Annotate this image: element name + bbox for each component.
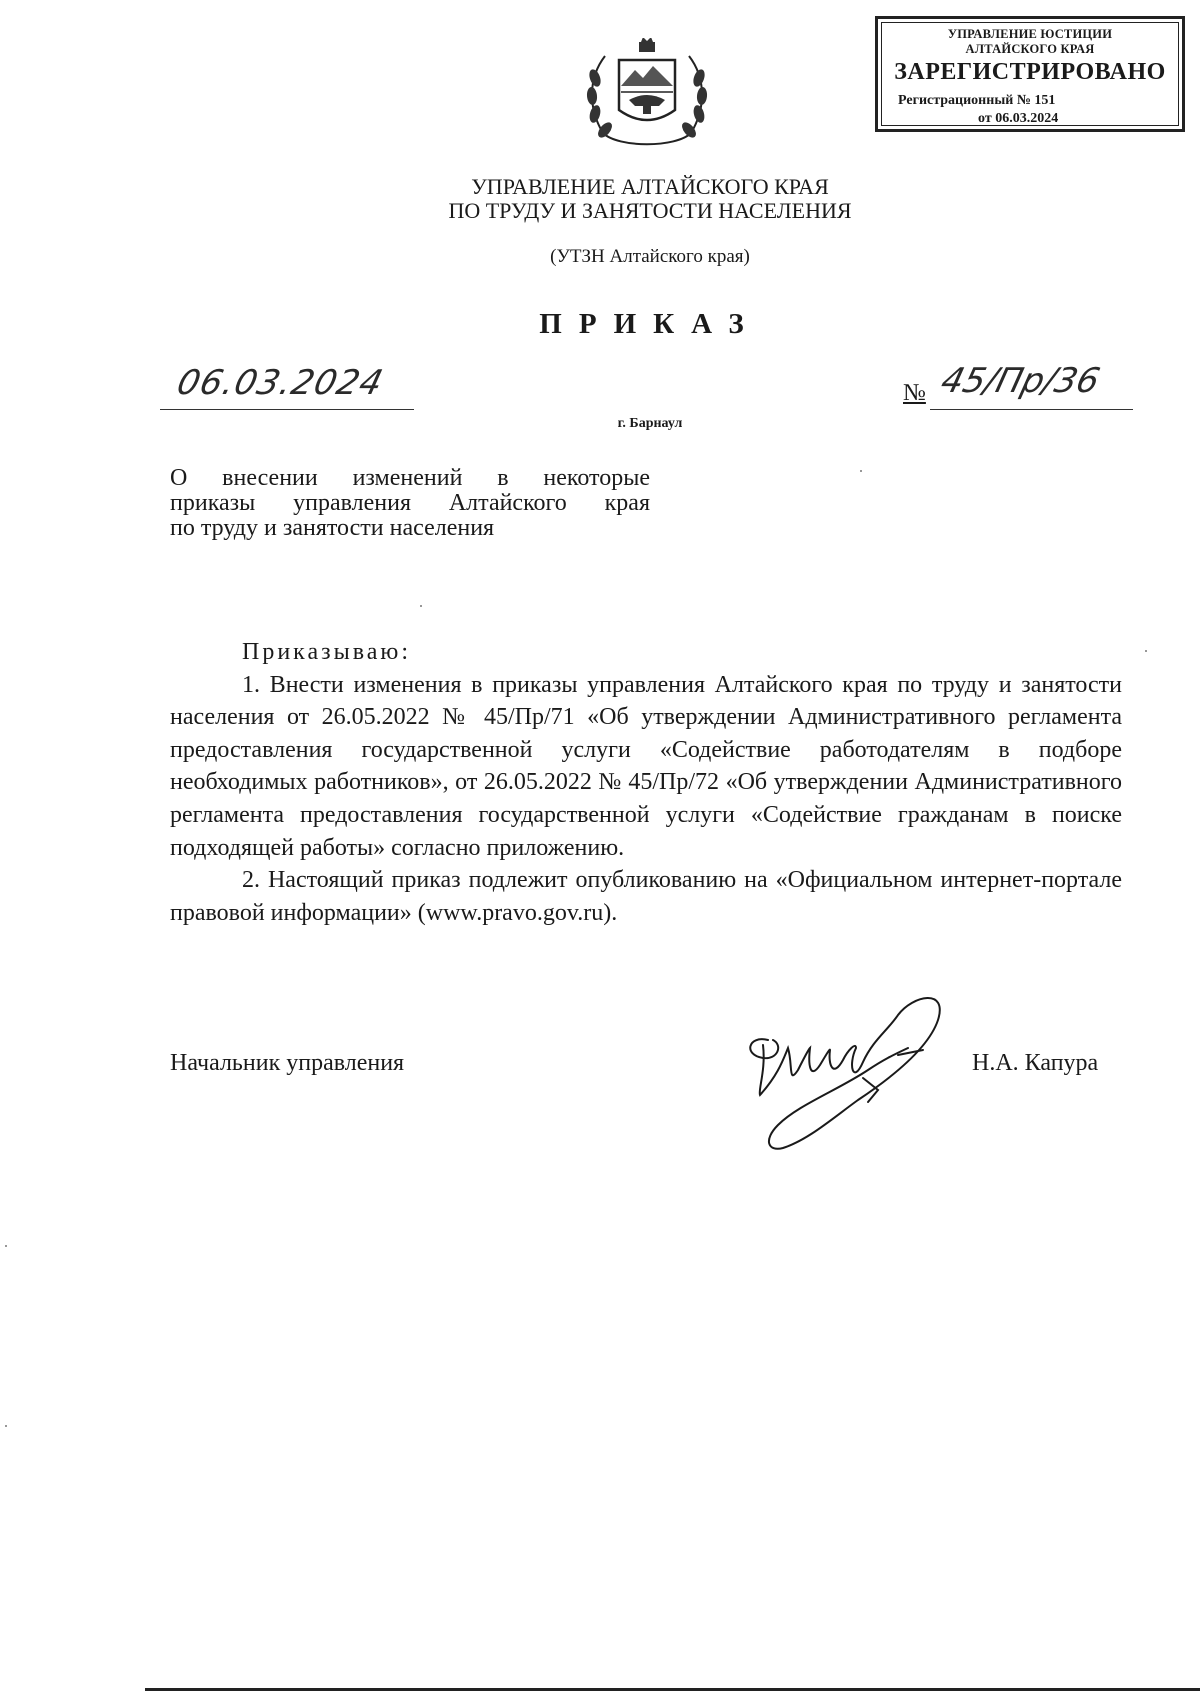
scan-speck [420,605,422,607]
signatory-title: Начальник управления [170,1050,405,1076]
date-underline [160,409,414,410]
city: г. Барнаул [617,416,683,431]
agency-name-line1: УПРАВЛЕНИЕ АЛТАЙСКОГО КРАЯ [471,174,829,199]
handwritten-signature-icon [738,990,968,1160]
handwritten-number: 45/Пр/36 [937,361,1104,401]
document-subject [170,466,650,541]
agency-name-line2: ПО ТРУДУ И ЗАНЯТОСТИ НАСЕЛЕНИЯ [448,198,852,223]
paragraph-1: 1. Внести изменения в приказы управления Алтайского края по труду и занятости населения от 26.05.2022 № 45/Пр/71 «Об утверждении Административного регламента предоставления государственной услуги «Содействие работодателям в подборе необходимых работников», от 26.05.2022 № 45/Пр/72 «Об утверждении Административного регламента предоставления государственной услуги «Содействие гражданам в поиске подходящей работы» согласно приложению. [170,671,1122,861]
document-type: ПРИКАЗ [539,308,761,340]
agency-abbreviation: (УТЗН Алтайского края) [550,246,750,267]
registration-stamp [875,16,1185,132]
document-body [170,636,1122,929]
stamp-status: ЗАРЕГИСТРИРОВАНО [894,59,1166,85]
coat-of-arms-icon [583,38,711,156]
signatory-name: Н.А. Капура [972,1050,1099,1076]
scan-speck [5,1425,7,1427]
stamp-authority: УПРАВЛЕНИЕ ЮСТИЦИИ АЛТАЙСКОГО КРАЯ [947,27,1113,56]
scan-speck [5,1245,7,1247]
order-word: Приказываю: [242,639,411,665]
subject-line: по труду и занятости населения [170,515,495,541]
scan-speck [1145,650,1147,652]
scan-edge [145,1688,1200,1691]
subject-line: О внесении изменений в некоторые [170,465,650,491]
scan-speck [860,470,862,472]
handwritten-date: 06.03.2024 [173,363,388,403]
paragraph-2: 2. Настоящий приказ подлежит опубликованию на «Официальном интернет-портале правовой информации» (www.pravo.gov.ru). [170,867,1122,926]
subject-line: приказы управления Алтайского края [170,490,650,516]
stamp-registration-number: Регистрационный № 151 [898,93,1056,108]
number-underline [930,409,1133,410]
number-label: № [903,380,926,406]
stamp-registration-date: от 06.03.2024 [978,111,1059,126]
